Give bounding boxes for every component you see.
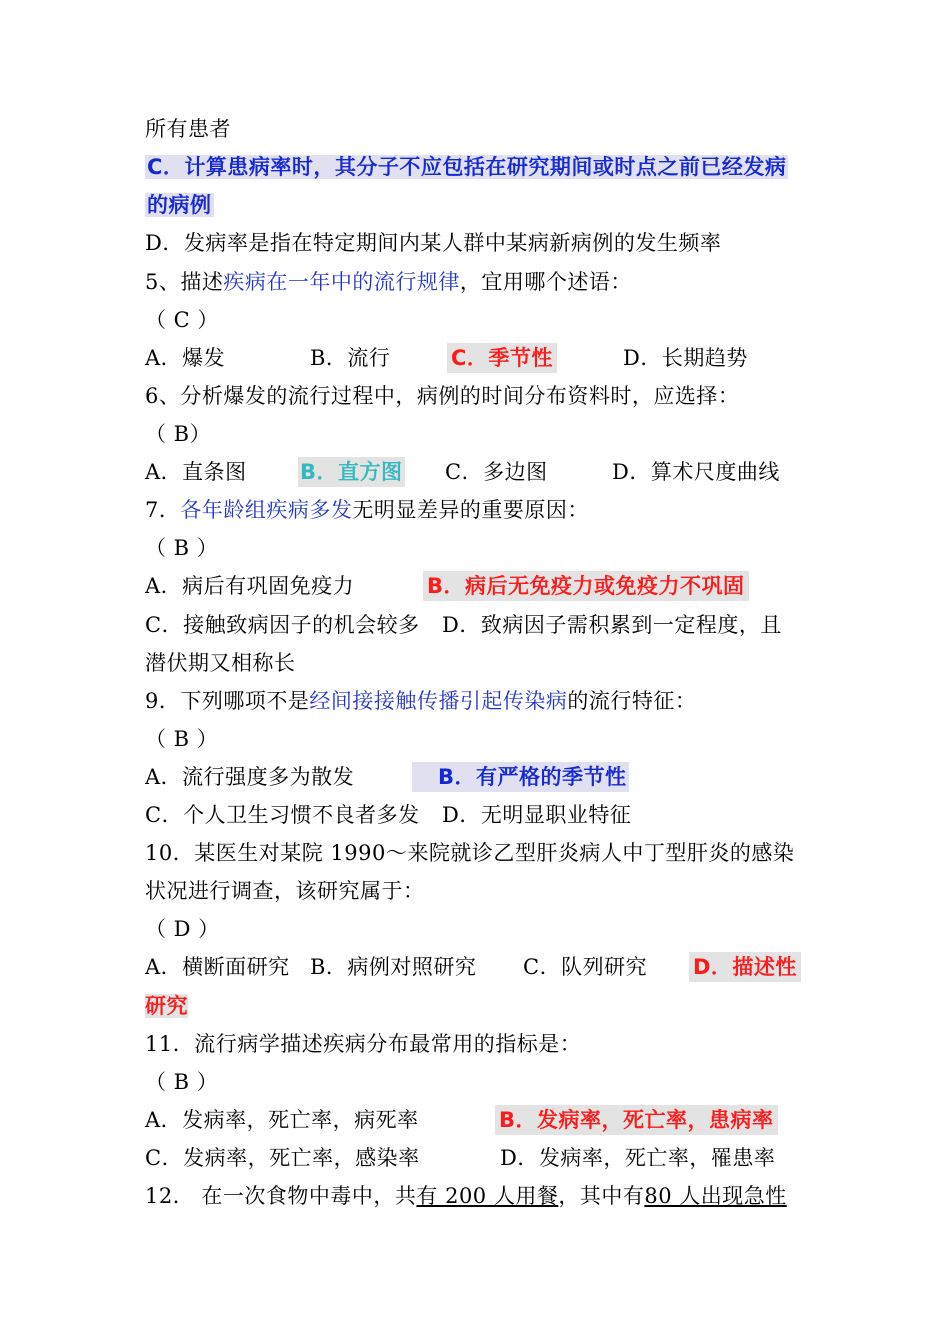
question-11-options-2 bbox=[145, 1143, 845, 1173]
option-c: C．发病率，死亡率，感染率 bbox=[145, 1146, 420, 1170]
option-a: A．病后有巩固免疫力 bbox=[145, 574, 355, 598]
option-d: D．长期趋势 bbox=[623, 346, 748, 370]
question-7-options-1 bbox=[145, 571, 845, 601]
correct-option-b: B．有严格的季节性 bbox=[412, 762, 629, 792]
option-c: C．个人卫生习惯不良者多发 bbox=[145, 803, 420, 827]
question-9-link: 经间接接触传播引起传染病 bbox=[309, 689, 568, 713]
question-5-answer: （ C ） bbox=[145, 308, 219, 332]
question-9-options-2 bbox=[145, 800, 845, 830]
question-9 bbox=[145, 686, 696, 716]
option-a: A．直条图 bbox=[145, 460, 247, 484]
question-7-link: 各年龄组疾病多发 bbox=[180, 498, 353, 522]
option-c: C．接触致病因子的机会较多 bbox=[145, 613, 420, 637]
question-5-options bbox=[145, 343, 845, 373]
question-7-prefix: 7． bbox=[145, 498, 181, 522]
option-c: C．多边图 bbox=[445, 460, 548, 484]
question-7-answer: （ B ） bbox=[145, 536, 219, 560]
question-5 bbox=[145, 267, 632, 297]
option-d: D．致病因子需积累到一定程度，且 bbox=[442, 613, 782, 637]
correct-option-d: D．描述性 bbox=[689, 952, 801, 982]
answer-c-text: C．计算患病率时，其分子不应包括在研究期间或时点之前已经发病 bbox=[147, 155, 787, 179]
option-d-continued: 潜伏期又相称长 bbox=[145, 651, 296, 675]
question-11-options-1 bbox=[145, 1105, 845, 1135]
option-d: D．无明显职业特征 bbox=[442, 803, 632, 827]
question-12-underline-2: 80 人出现急性 bbox=[644, 1184, 787, 1208]
question-7-options-2 bbox=[145, 610, 845, 640]
question-6-answer: （ B） bbox=[145, 422, 212, 446]
answer-c-text-2: 的病例 bbox=[147, 193, 212, 217]
question-11-answer: （ B ） bbox=[145, 1070, 219, 1094]
question-5-suffix: ，宜用哪个述语： bbox=[459, 270, 632, 294]
option-c: C．队列研究 bbox=[523, 955, 648, 979]
question-12-middle: ，其中有 bbox=[558, 1184, 645, 1208]
option-d: D．算术尺度曲线 bbox=[612, 460, 780, 484]
option-a: A．流行强度多为散发 bbox=[145, 765, 355, 789]
option-b: B．流行 bbox=[310, 346, 391, 370]
text-line: 所有患者 bbox=[145, 117, 231, 141]
correct-option-b: B．直方图 bbox=[298, 457, 405, 487]
question-10-answer: （ D ） bbox=[145, 917, 220, 941]
question-12-underline-1: 有 200 人用餐 bbox=[416, 1184, 559, 1208]
question-11: 11．流行病学描述疾病分布最常用的指标是： bbox=[145, 1032, 582, 1056]
correct-option-d-continued bbox=[145, 991, 188, 1021]
question-5-prefix: 5、描述 bbox=[145, 270, 224, 294]
question-9-prefix: 9．下列哪项不是 bbox=[145, 689, 310, 713]
correct-option-b: B．病后无免疫力或免疫力不巩固 bbox=[423, 571, 749, 601]
question-6: 6、分析爆发的流行过程中，病例的时间分布资料时，应选择： bbox=[145, 384, 740, 408]
question-7-suffix: 无明显差异的重要原因： bbox=[352, 498, 589, 522]
question-12-prefix: 12． 在一次食物中毒中，共 bbox=[145, 1184, 417, 1208]
answer-c-continued bbox=[145, 190, 214, 220]
option-a: A．爆发 bbox=[145, 346, 226, 370]
option-d: D．发病率是指在特定期间内某人群中某病新病例的发生频率 bbox=[145, 231, 722, 255]
question-5-link: 疾病在一年中的流行规律 bbox=[223, 270, 460, 294]
question-12 bbox=[145, 1181, 787, 1211]
question-10-options bbox=[145, 952, 845, 982]
question-9-suffix: 的流行特征： bbox=[567, 689, 697, 713]
answer-c-highlight bbox=[145, 152, 788, 182]
question-6-options bbox=[145, 457, 845, 487]
correct-option-d-text-2: 研究 bbox=[145, 994, 188, 1018]
option-a: A．横断面研究 bbox=[145, 955, 290, 979]
question-10-continued: 状况进行调查，该研究属于： bbox=[145, 879, 425, 903]
question-9-answer: （ B ） bbox=[145, 727, 219, 751]
option-d: D．发病率，死亡率，罹患率 bbox=[500, 1146, 776, 1170]
correct-option-b: B．发病率，死亡率，患病率 bbox=[495, 1105, 778, 1135]
option-b: B．病例对照研究 bbox=[310, 955, 477, 979]
question-10: 10．某医生对某院 1990～来院就诊乙型肝炎病人中丁型肝炎的感染 bbox=[145, 841, 795, 865]
question-9-options-1 bbox=[145, 762, 845, 792]
correct-option-c: C．季节性 bbox=[447, 343, 557, 373]
option-a: A．发病率，死亡率，病死率 bbox=[145, 1108, 419, 1132]
question-7 bbox=[145, 495, 589, 525]
